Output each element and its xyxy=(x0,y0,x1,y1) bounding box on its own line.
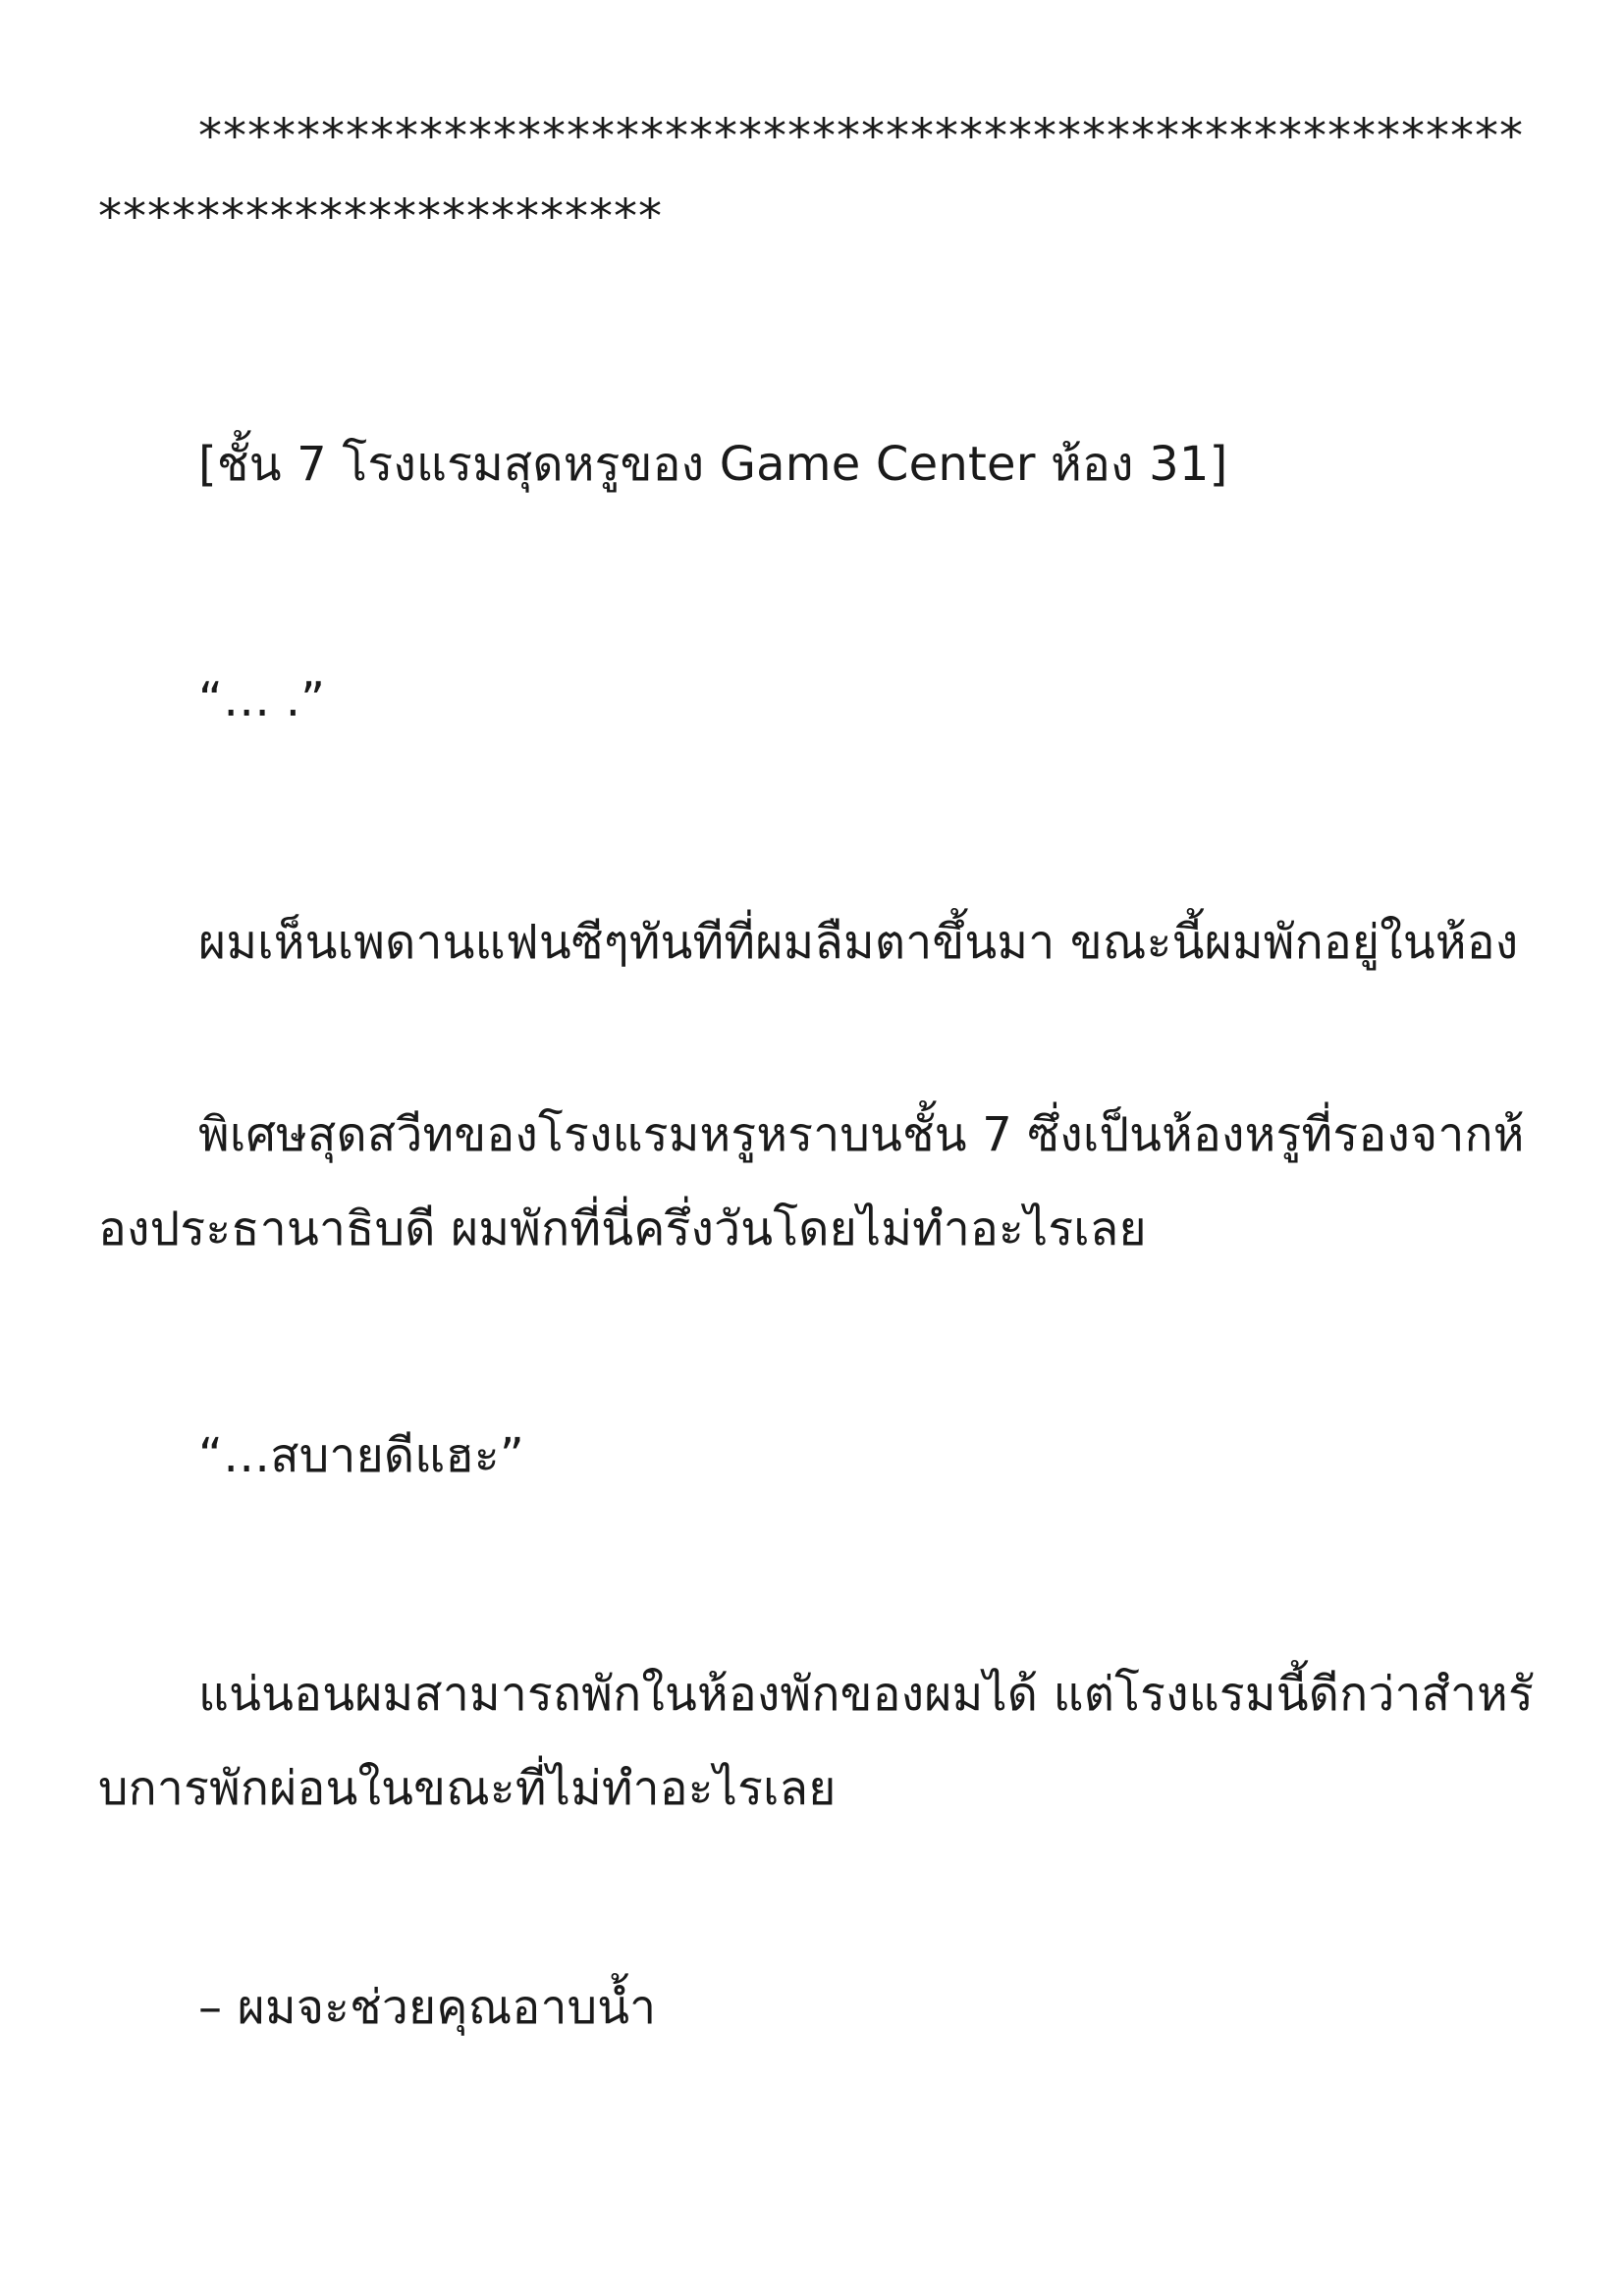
scene-heading: [ชั้น 7 โรงแรมสุดหรูของ Game Center ห้อง 31] xyxy=(198,437,1228,492)
dialogue-line: “…สบายดีแฮะ” xyxy=(198,1428,524,1483)
separator-line: ***************************************************************************** xyxy=(98,109,1524,244)
dialogue-line: – ผมจะช่วยคุณอาบน้ำ xyxy=(198,1980,657,2035)
narration-paragraph: ผมเห็นเพดานแฟนซีๆทันทีที่ผมลืมตาขึ้นมา ขณะนี้ผมพักอยู่ในห้อง xyxy=(198,915,1519,970)
narration-paragraph: แน่นอนผมสามารถพักในห้องพักของผมได้ แต่โรงแรมนี้ดีกว่าสำหรับการพักผ่อนในขณะที่ไม่ทำอะไรเลย xyxy=(98,1667,1534,1816)
dialogue-line: “… .” xyxy=(198,672,326,727)
narration-paragraph: พิเศษสุดสวีทของโรงแรมหรูหราบนชั้น 7 ซึ่งเป็นห้องหรูที่รองจากห้องประธานาธิบดี ผมพักที่นี่ครึ่งวันโดยไม่ทำอะไรเลย xyxy=(98,1107,1525,1256)
